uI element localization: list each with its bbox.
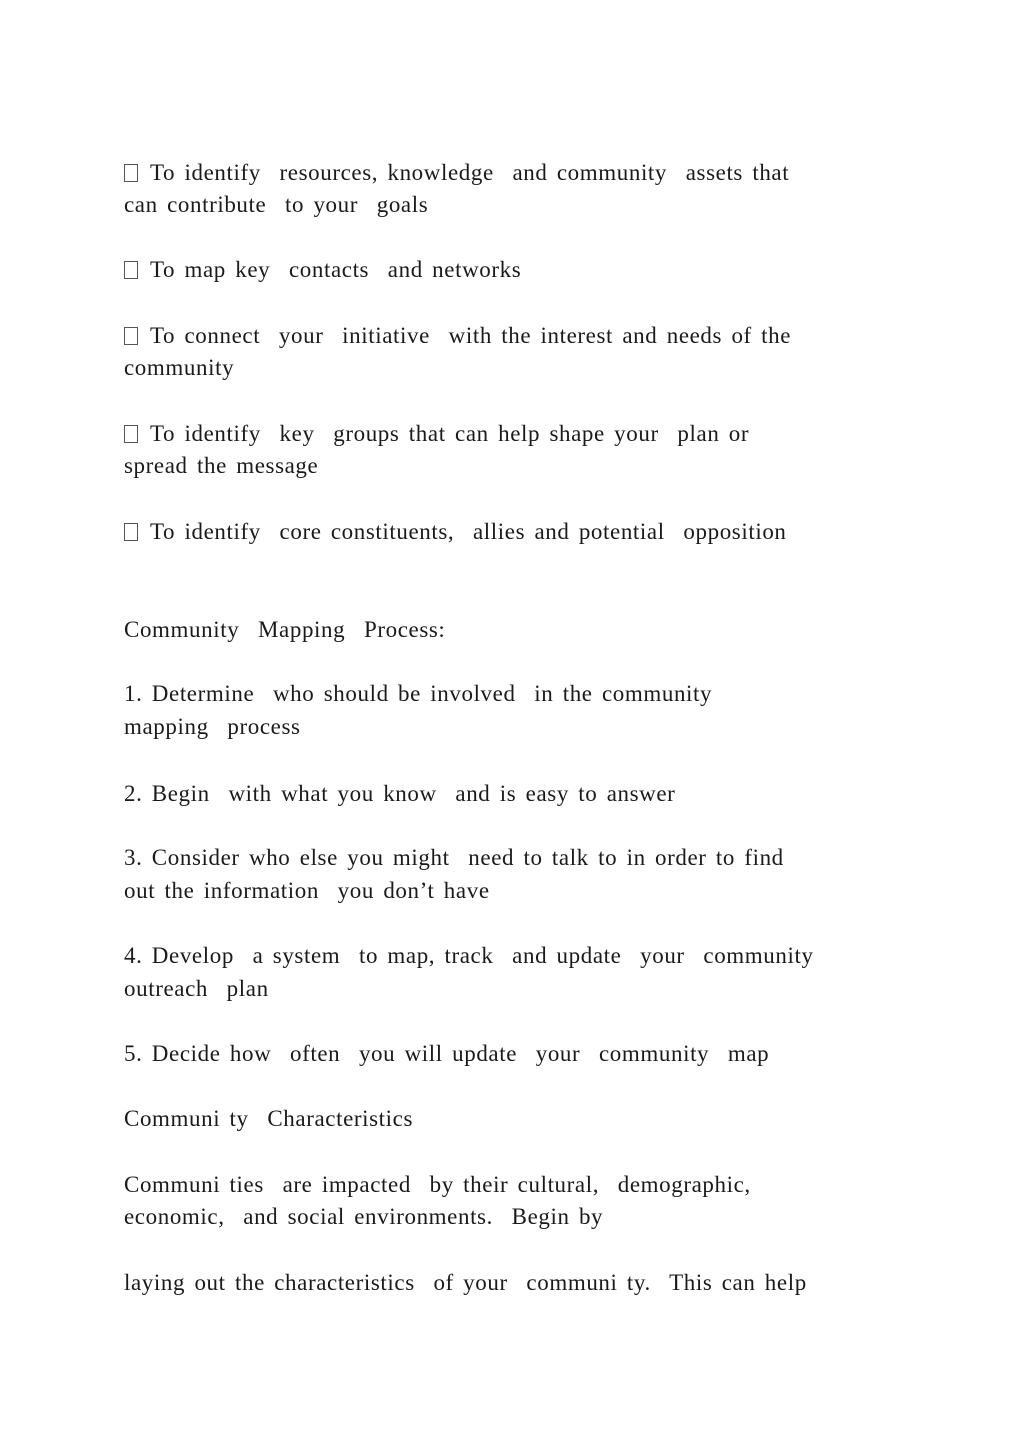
- section-heading-mapping-process: Community Mapping Process:: [124, 617, 446, 642]
- bullet-item-2-line-1: To map key contacts and networks: [124, 254, 904, 286]
- bullet-item-1-line-2: can contribute to your goals: [124, 192, 429, 217]
- bullet-item-4-line-2: spread the message: [124, 453, 319, 478]
- section-heading-characteristics: Communi ty Characteristics: [124, 1106, 414, 1131]
- step-5-line-1: 5. Decide how often you will update your community map: [124, 1041, 770, 1066]
- paragraph-line-2: economic, and social environments. Begin by: [124, 1204, 604, 1229]
- bullet-item-5-line-1: To identify core constituents, allies and potential opposition: [124, 516, 904, 548]
- step-2-line-1: 2. Begin with what you know and is easy to answer: [124, 781, 676, 806]
- bullet-item-1-line-1: To identify resources, knowledge and community assets that: [124, 157, 904, 189]
- bullet-box-icon: [124, 523, 138, 541]
- bullet-box-icon: [124, 261, 138, 279]
- bullet-box-icon: [124, 327, 138, 345]
- step-4-line-1: 4. Develop a system to map, track and update your community: [124, 943, 814, 968]
- paragraph-line-1: Communi ties are impacted by their cultural, demographic,: [124, 1172, 751, 1197]
- step-1-line-2: mapping process: [124, 714, 301, 739]
- bullet-item-4-line-1: To identify key groups that can help shape your plan or: [124, 418, 904, 450]
- step-1-line-1: 1. Determine who should be involved in the community: [124, 681, 713, 706]
- step-4-line-2: outreach plan: [124, 976, 269, 1001]
- paragraph-continuation: laying out the characteristics of your communi ty. This can help: [124, 1270, 807, 1295]
- bullet-box-icon: [124, 425, 138, 443]
- bullet-item-3-line-1: To connect your initiative with the interest and needs of the: [124, 320, 904, 352]
- bullet-item-3-line-2: community: [124, 355, 235, 380]
- step-3-line-2: out the information you don’t have: [124, 878, 490, 903]
- step-3-line-1: 3. Consider who else you might need to talk to in order to find: [124, 845, 784, 870]
- bullet-box-icon: [124, 164, 138, 182]
